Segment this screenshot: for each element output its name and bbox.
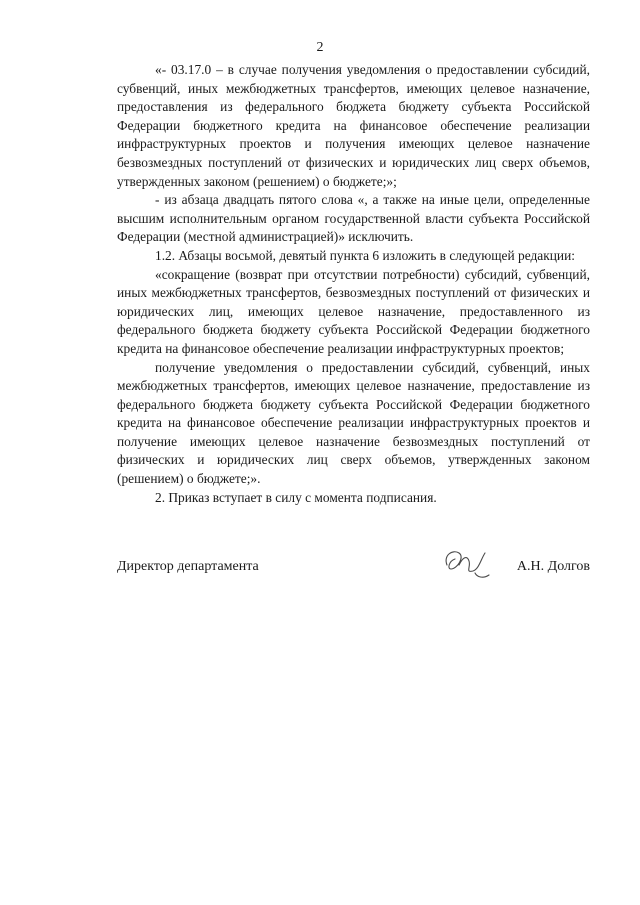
paragraph-exclusion: - из абзаца двадцать пятого слова «, а также на иные цели, определенные высшим исполнительным органом государственной власти субъекта Российской Федерации (местной администрацией)» исключить. [117, 192, 590, 245]
signature-block [117, 553, 590, 593]
paragraph-code-03-17-0: «- 03.17.0 – в случае получения уведомления о предоставлении субсидий, субвенций, иных межбюджетных трансфертов, имеющих целевое назначение, предоставления из федерального бюджета бюджету субъекта Российской Федерации бюджетного кредита на финансовое обеспечение реализации инфраструктурных проектов и получения имеющих целевое назначение безвозмездных поступлений от физических и юридических лиц сверх объемов, утвержденных законом (решением) о бюджете;»; [117, 62, 590, 189]
signer-title: Директор департамента [117, 559, 259, 574]
document-body [117, 61, 590, 507]
paragraph-notification: получение уведомления о предоставлении субсидий, субвенций, иных межбюджетных трансфертов, имеющих целевое назначение, предоставление из федерального бюджета бюджету субъекта Российской Федерации бюджетного кредита на финансовое обеспечение реализации инфраструктурных проектов и получение имеющих целевое назначение безвозмездных поступлений от физических и юридических лиц сверх объемов, утвержденных законом (решением) о бюджете;». [117, 359, 590, 487]
handwritten-signature [439, 543, 499, 583]
paragraph-1-2: 1.2. Абзацы восьмой, девятый пункта 6 изложить в следующей редакции: [155, 247, 575, 263]
page-number: 2 [316, 40, 324, 55]
paragraph-effective-date: 2. Приказ вступает в силу с момента подписания. [155, 489, 437, 505]
paragraph-reduction: «сокращение (возврат при отсутствии потребности) субсидий, субвенций, иных межбюджетных трансфертов, безвозмездных поступлений от физических и юридических лиц, имеющих целевое назначение, предоставленного из федерального бюджета бюджету субъекта Российской Федерации бюджетного кредита на финансовое обеспечение реализации инфраструктурных проектов; [117, 266, 590, 356]
signer-name: А.Н. Долгов [516, 559, 590, 574]
